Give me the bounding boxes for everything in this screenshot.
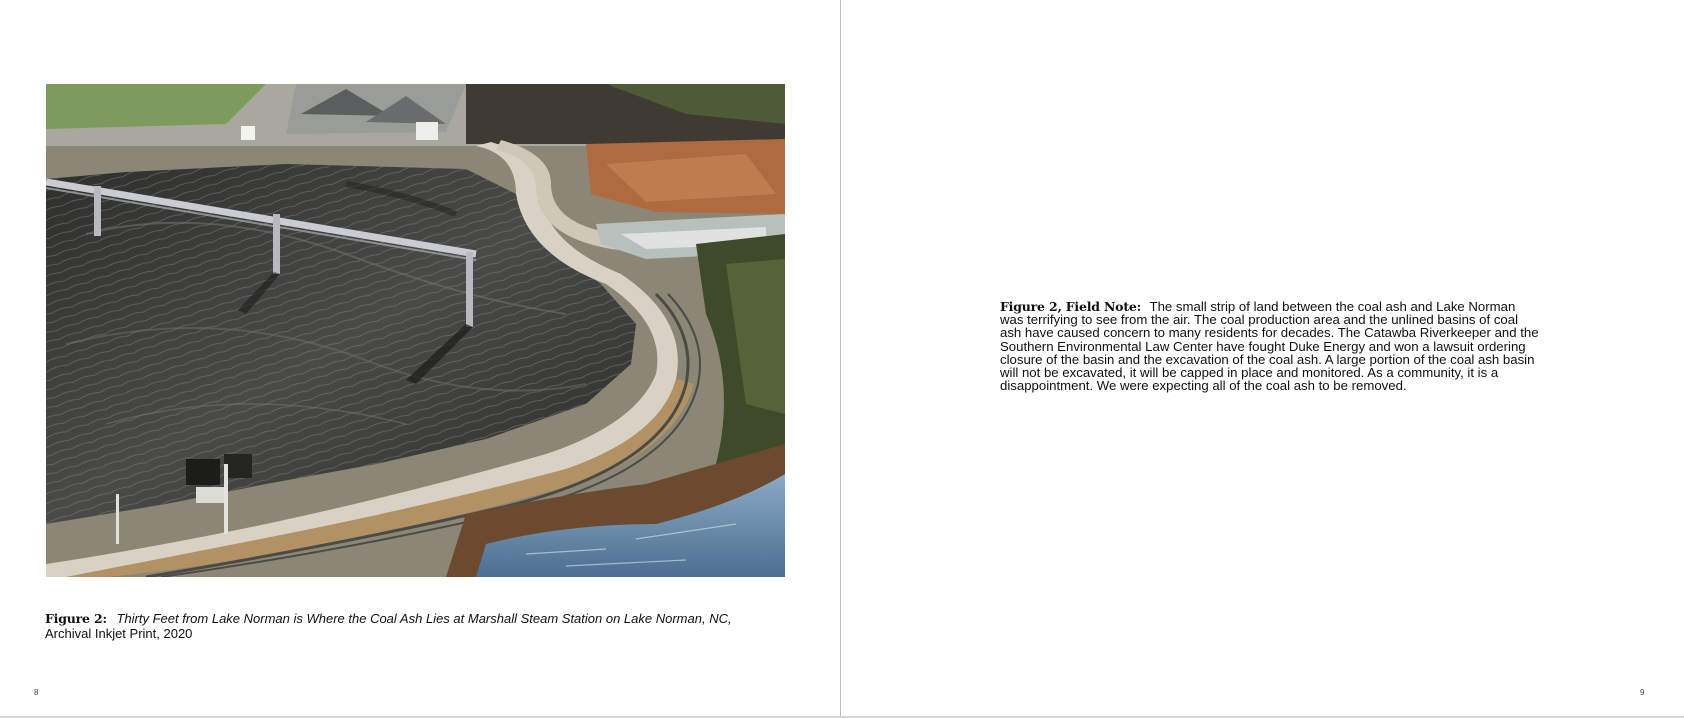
left-page (0, 0, 840, 716)
field-note (1000, 300, 1540, 392)
page-number-left: 8 (34, 688, 39, 697)
field-note-text: The small strip of land between the coal ash and Lake Norman was terrifying to see from the air. The coal production area and the unlined basins of coal ash have caused concern to many residents for decades. The Catawba Riverkeeper and the Southern Environmental Law Center have fought Duke Energy and won a lawsuit ordering closure of the basin and the excavation of the coal ash. A large portion of the coal ash basin will not be excavated, it will be capped in place and monitored. As a community, it is a disappointment. We were expecting all of the coal ash to be removed. (1000, 299, 1539, 394)
figure-caption (45, 611, 805, 641)
aerial-photograph (46, 84, 785, 577)
field-note-label: Figure 2, Field Note: (1000, 299, 1142, 314)
figure-medium: Archival Inkjet Print, 2020 (45, 626, 193, 641)
page-number-right: 9 (1640, 688, 1645, 697)
photo-illustration (46, 84, 785, 577)
figure-label: Figure 2: (45, 611, 107, 626)
figure-title: Thirty Feet from Lake Norman is Where the Coal Ash Lies at Marshall Steam Station on Lake Norman, NC, (116, 611, 732, 626)
